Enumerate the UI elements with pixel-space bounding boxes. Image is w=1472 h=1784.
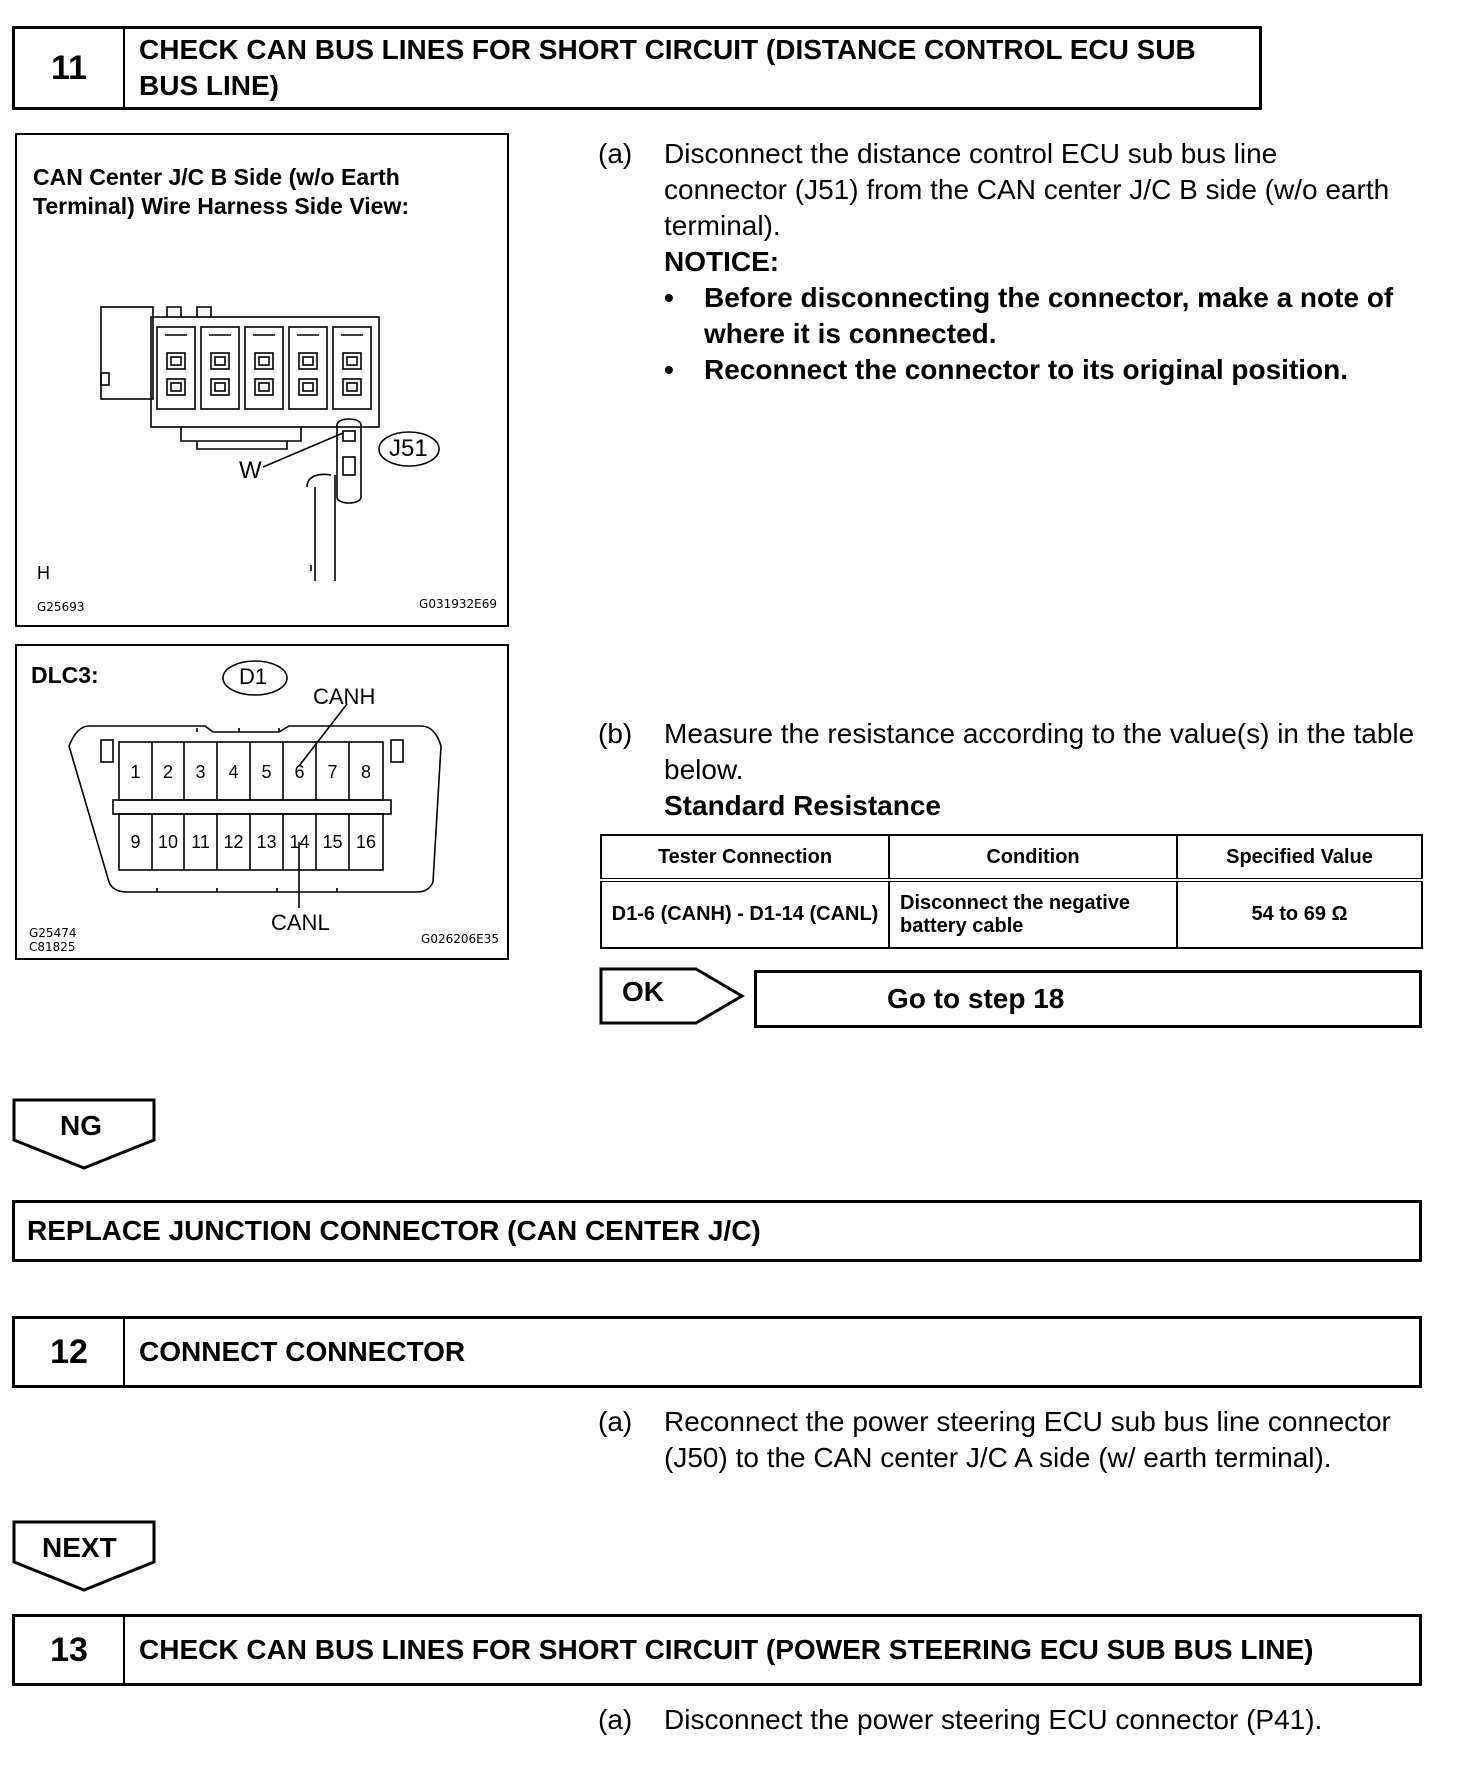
go-to-step-text: Go to step 18 bbox=[887, 983, 1065, 1014]
pin-1: 1 bbox=[130, 762, 141, 782]
next-label: NEXT bbox=[42, 1532, 117, 1563]
notice-bullet-text: Reconnect the connector to its original position. bbox=[704, 354, 1349, 385]
instr-a-marker: (a) bbox=[598, 1704, 633, 1735]
ng-action-text: REPLACE JUNCTION CONNECTOR (CAN CENTER J/C) bbox=[27, 1215, 761, 1246]
go-to-step-box[interactable] bbox=[754, 970, 1422, 1028]
instr-a-text: Reconnect the power steering ECU sub bus line connector (J50) to the CAN center J/C A side (w/ earth terminal). bbox=[664, 1406, 1391, 1473]
pin-3: 3 bbox=[195, 762, 206, 782]
instr-a-text: Disconnect the power steering ECU connector (P41). bbox=[664, 1704, 1323, 1735]
table-header: Specified Value bbox=[1177, 835, 1422, 880]
pin-2: 2 bbox=[162, 762, 173, 782]
ng-label: NG bbox=[60, 1110, 102, 1141]
ok-arrow-shape bbox=[598, 966, 748, 1026]
notice-bullet-2 bbox=[664, 352, 1414, 388]
bullet-icon: • bbox=[664, 282, 674, 313]
table-cell: 54 to 69 Ω bbox=[1177, 880, 1422, 948]
pin-12: 12 bbox=[223, 832, 244, 852]
step-title: CHECK CAN BUS LINES FOR SHORT CIRCUIT (POWER STEERING ECU SUB BUS LINE) bbox=[139, 1634, 1314, 1665]
instr-b-text: Measure the resistance according to the value(s) in the table below. bbox=[664, 718, 1415, 785]
step-13-header bbox=[12, 1614, 1422, 1686]
pin-15: 15 bbox=[322, 832, 343, 852]
pin-10: 10 bbox=[157, 832, 179, 852]
pin-13: 13 bbox=[256, 832, 277, 852]
resistance-table bbox=[600, 834, 1423, 949]
figure-code-right: G026206E35 bbox=[421, 932, 499, 946]
dlc3-figure bbox=[15, 644, 509, 960]
connector-j51-label: J51 bbox=[389, 435, 428, 462]
canl-label: CANL bbox=[271, 910, 330, 935]
junction-connector-drawing bbox=[17, 135, 507, 625]
pin-14: 14 bbox=[289, 832, 310, 852]
bullet-icon: • bbox=[664, 354, 674, 385]
can-junction-figure bbox=[15, 133, 509, 627]
step-11-header bbox=[12, 26, 1262, 110]
notice-bullet-1 bbox=[664, 280, 1414, 352]
pin-4: 4 bbox=[228, 762, 239, 782]
ok-label: OK bbox=[622, 976, 664, 1007]
step-title: CONNECT CONNECTOR bbox=[139, 1336, 466, 1367]
pin-row-bottom bbox=[119, 832, 383, 853]
dlc3-connector-drawing bbox=[17, 646, 507, 958]
figure-code-right: G031932E69 bbox=[419, 597, 497, 611]
pin-11: 11 bbox=[191, 832, 210, 852]
side-mark: H bbox=[37, 563, 50, 583]
figure-code-left-1: G25474 bbox=[29, 926, 77, 940]
connector-d1-label: D1 bbox=[239, 664, 268, 689]
figure-code-left: G25693 bbox=[37, 600, 85, 614]
step-number: 13 bbox=[15, 1617, 125, 1683]
figure-code-left-2: C81825 bbox=[29, 940, 76, 954]
pin-9: 9 bbox=[130, 832, 141, 852]
step-title: CHECK CAN BUS LINES FOR SHORT CIRCUIT (DISTANCE CONTROL ECU SUB BUS LINE) bbox=[139, 34, 1196, 101]
step-number: 12 bbox=[15, 1319, 125, 1385]
pin-row-top bbox=[119, 762, 383, 783]
canh-label: CANH bbox=[313, 684, 376, 709]
pin-16: 16 bbox=[355, 832, 377, 852]
table-header-row bbox=[601, 835, 1422, 880]
instr-a-marker: (a) bbox=[598, 1406, 633, 1437]
wire-color-label: W bbox=[239, 457, 262, 484]
pin-5: 5 bbox=[261, 762, 272, 782]
table-header: Condition bbox=[889, 835, 1177, 880]
step-12-header bbox=[12, 1316, 1422, 1388]
step-number: 11 bbox=[15, 29, 125, 107]
pin-8: 8 bbox=[360, 762, 371, 782]
pin-7: 7 bbox=[327, 762, 338, 782]
instr-a-text: Disconnect the distance control ECU sub bus line connector (J51) from the CAN center J/C B side (w/o earth terminal). bbox=[664, 138, 1390, 241]
instr-b-marker: (b) bbox=[598, 718, 633, 749]
table-header: Tester Connection bbox=[601, 835, 889, 880]
table-title: Standard Resistance bbox=[664, 790, 941, 821]
ng-action-box bbox=[12, 1200, 1422, 1262]
figure-caption: DLC3: bbox=[31, 662, 99, 688]
table-row bbox=[601, 880, 1422, 948]
instr-a-marker: (a) bbox=[598, 138, 633, 169]
notice-label: NOTICE: bbox=[664, 246, 780, 277]
table-cell: D1-6 (CANH) - D1-14 (CANL) bbox=[601, 880, 889, 948]
table-cell: Disconnect the negative battery cable bbox=[889, 880, 1177, 948]
figure-caption: CAN Center J/C B Side (w/o Earth Terminal) Wire Harness Side View: bbox=[33, 164, 410, 219]
pin-6: 6 bbox=[294, 762, 305, 782]
notice-bullet-text: Before disconnecting the connector, make a note of where it is connected. bbox=[704, 282, 1394, 349]
